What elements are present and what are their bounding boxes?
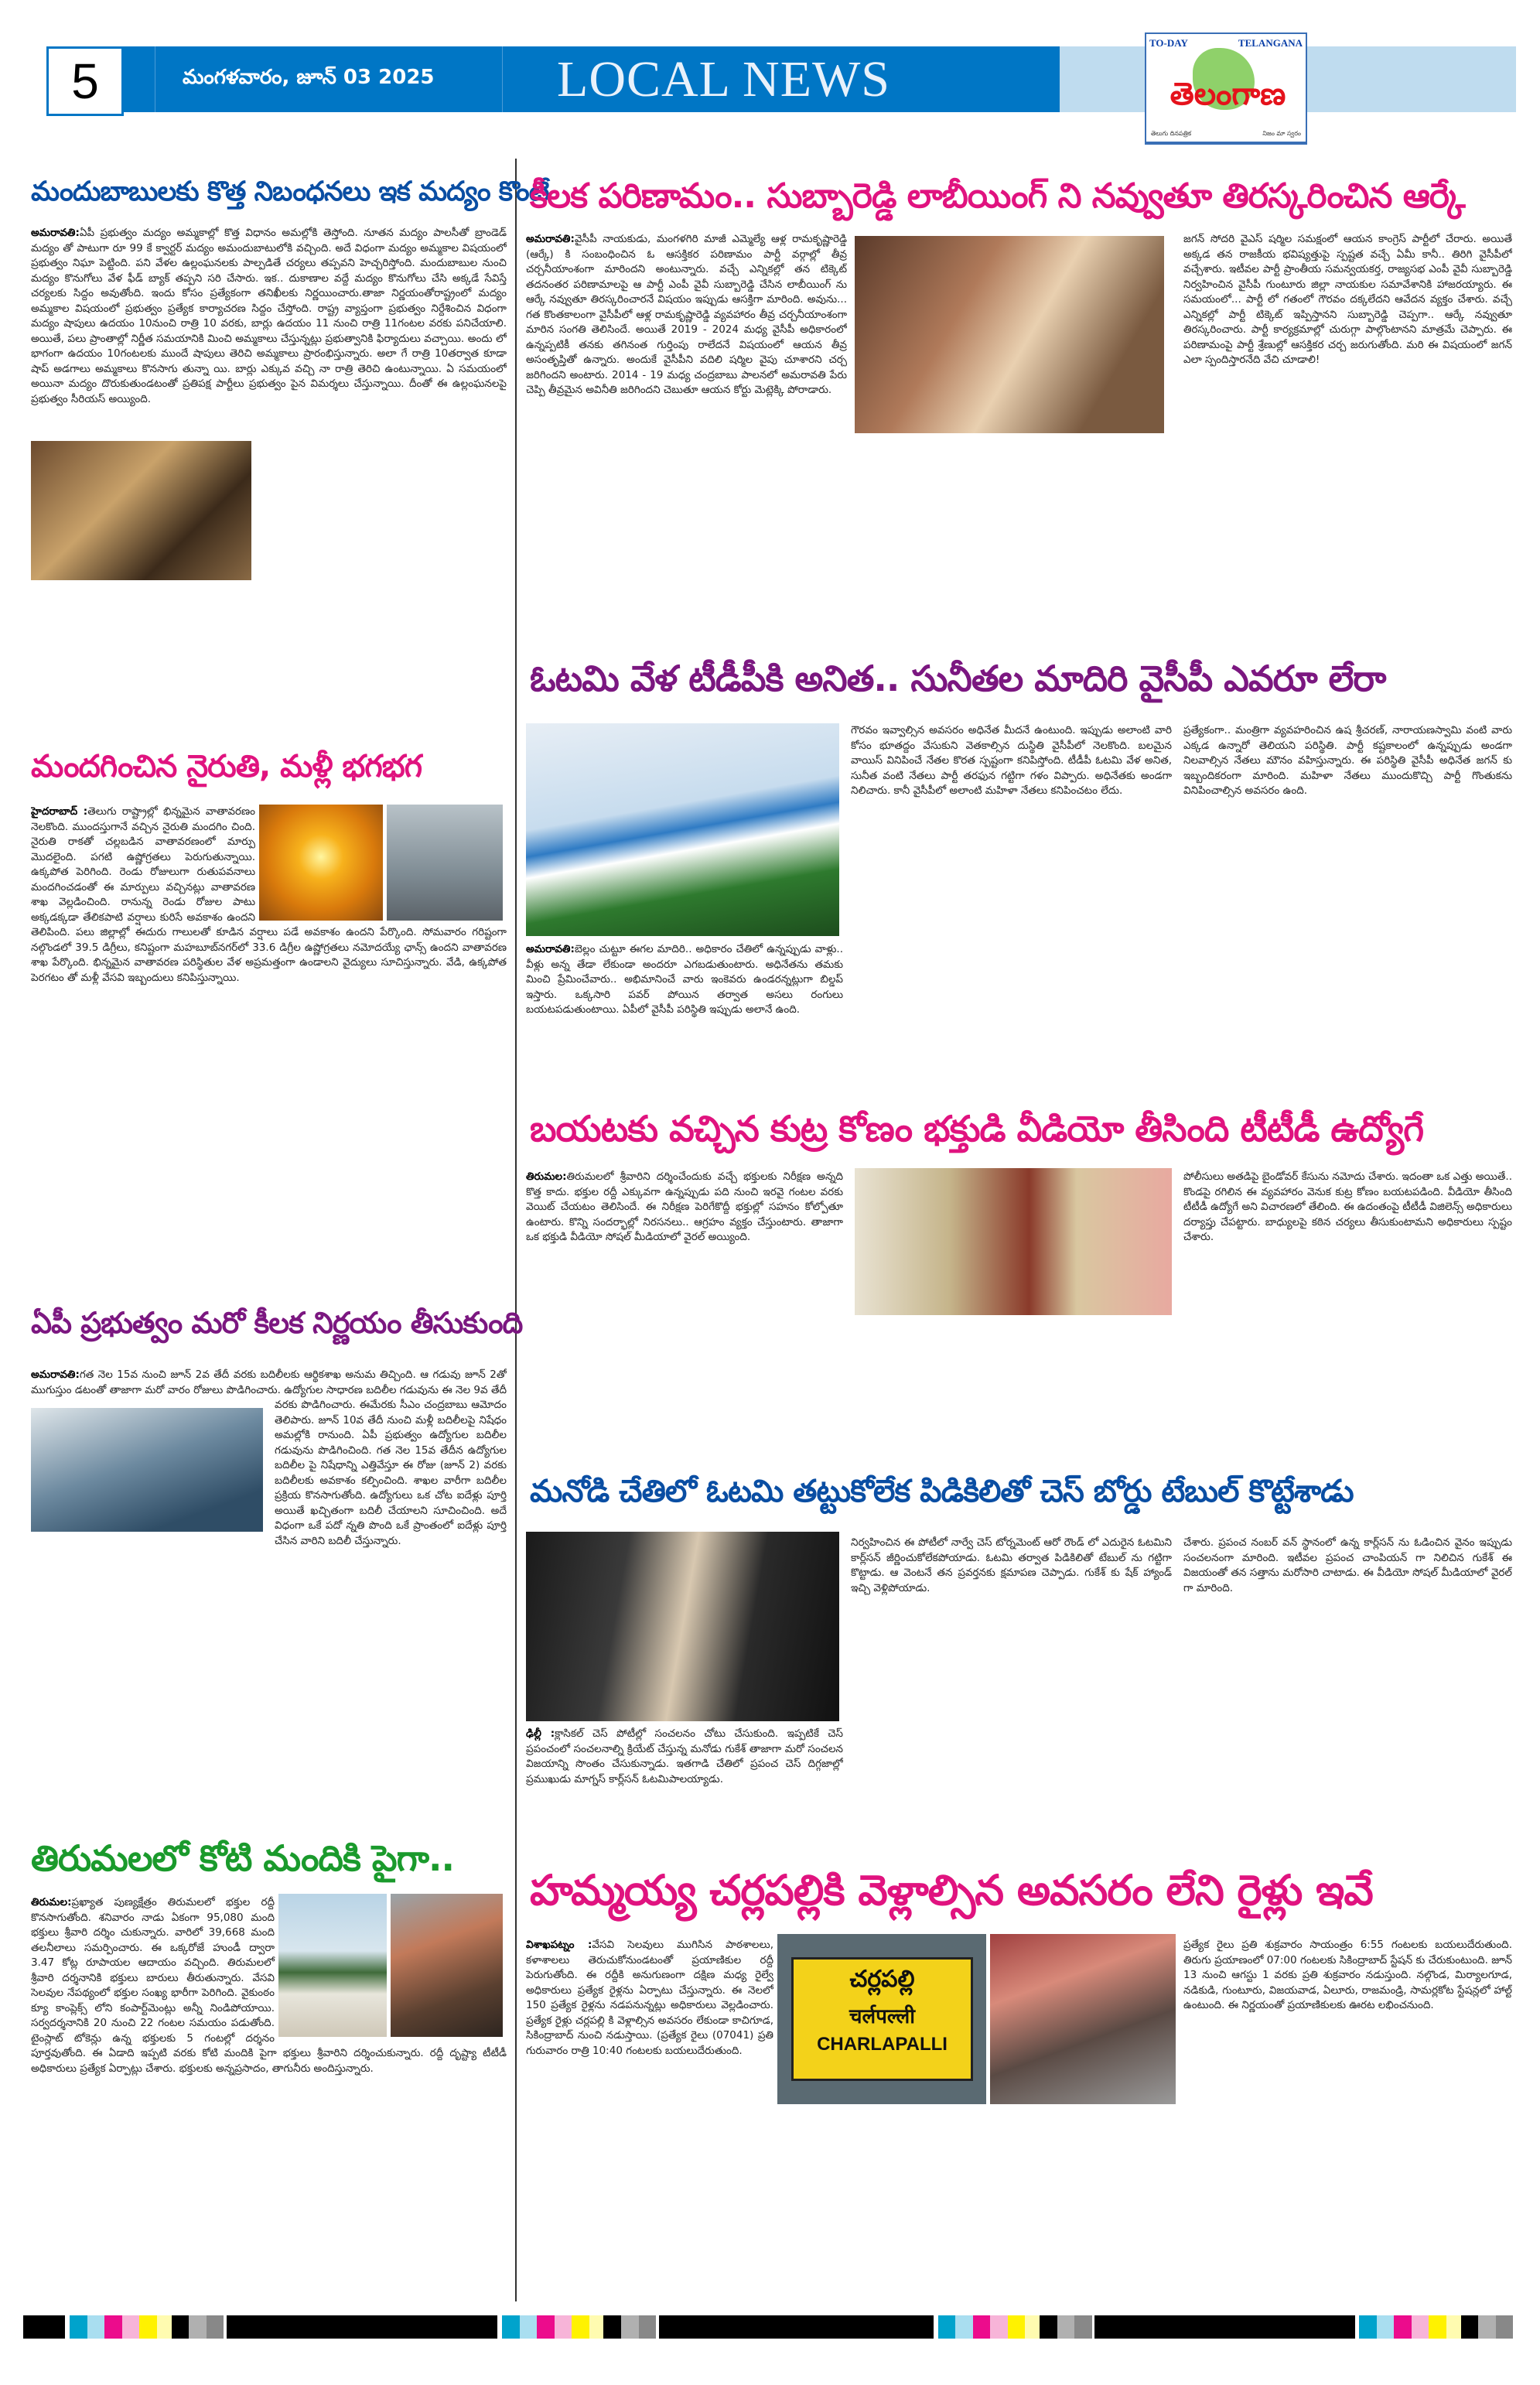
color-swatch bbox=[1008, 2315, 1026, 2339]
column-divider bbox=[515, 159, 517, 2301]
color-swatch bbox=[973, 2315, 991, 2339]
article-text: వైసీపీ నాయకుడు, మంగళగిరి మాజీ ఎమ్మెల్యే ఆళ్ల రామకృష్ణారెడ్డి (ఆర్కే) కి సంబంధించిన ఓ ఆసక్తికర పరిణామం పార్టీ వర్గాల్లో తీవ్ర చర్చనీయాంశంగా మారిందని అంటున్నారు. వచ్చే ఎన్నికల్లో తన టిక్కెట్ తదనంతర పరిణామాలపై ఆ పార్టీ ఎంపీ వైవీ సుబ్బారెడ్డి చేసిన లాబీయింగ్ ను ఆర్కే నవ్వుతూ తిరస్కరించారనే విషయం ఇప్పుడు ఆసక్తిగా మారింది. అవును... గత కొంతకాలంగా వైసీపీలో ఆళ్ల రామకృష్ణారెడ్డి వ్యవహారం తీవ్ర చర్చనీయాంశంగా మారిన సంగతి తెలిసిందే. అయితే 2019 - 2024 మధ్య వైసీపీ అధికారంలో ఉన్నప్పటికీ తనకు తగినంత గుర్తింపు రాలేదనే విషయంలో ఆయన తీవ్ర అసంతృప్తితో ఉన్నారు. అందుకే వైసీపీని వదిలి షర్మిల వైపు చూశారని చర్చ జరిగిందని అంటారు. 2014 - 19 మధ్య చంద్రబాబు పాలనలో అమరావతి పేరు చెప్పి తీవ్రమైన అవినీతి జరిగిందని చెబుతూ ఆయన కోర్టు మెట్లెక్కి పోరాడారు. bbox=[526, 233, 847, 396]
headline-charlapalli: హమ్మయ్య చర్లపల్లికి వెళ్లాల్సిన అవసరం లేని రైళ్లు ఇవే bbox=[530, 1866, 1373, 1915]
sign-english: CHARLAPALLI bbox=[817, 2034, 948, 2055]
color-swatch bbox=[189, 2315, 207, 2339]
color-swatch bbox=[172, 2315, 190, 2339]
logo-tagline-left: తెలుగు దినపత్రిక bbox=[1151, 130, 1192, 137]
article-body-liquor bbox=[31, 226, 507, 744]
chess-match-photo bbox=[526, 1532, 839, 1721]
article-text: బెల్లం చుట్టూ ఈగల మాదిరి.. అధికారం చేతిలో ఉన్నప్పుడు వాళ్లు.. వీళ్లు అన్న తేడా లేకుండా అందరూ ఎగబడుతుంటారు. అధినేతను తమకు మించి ప్రేమించేవారు.. అభిమానించే వారు ఇంకెవరు ఉండరన్నట్లుగా బిల్డప్ ఇస్తారు. ఒక్కసారి పవర్ పోయిన తర్వాత అసలు రంగులు బయటపడుతుంటాయి. ఏపీలో వైసీపీ పరిస్థితి ఇప్పుడు అలానే ఉంది. bbox=[526, 943, 843, 1016]
article-body-ttd-col1 bbox=[526, 1170, 843, 1452]
dateline: ఢిల్లీ : bbox=[526, 1727, 555, 1740]
color-swatch bbox=[520, 2315, 538, 2339]
color-swatch bbox=[157, 2315, 172, 2339]
article-text: గత నెల 15వ నుంచి జూన్ 2వ తేదీ వరకు బదిలీలకు ఆర్థికశాఖ అనుమ తిచ్చింది. ఆ గడువు జూన్ 2తో ముగుస్తుం డటంతో తాజాగా మరో వారం రోజులు పొడిగించారు. ఉద్యోగుల సాధారణ బదిలీల గడువును ఈ నెల 9వ తేదీ వరకు పొడిగించారు. ఈమేరకు సీఎం చంద్రబాబు ఆమోదం తెలిపారు. జూన్ 10వ తేదీ నుంచి మళ్లీ బదిలీలపై నిషేధం అమల్లోకి రానుంది. ఏపీ ప్రభుత్వం ఉద్యోగుల బదిలీల గడువును పొడిగించింది. గత నెల 15వ తేదీన ఉద్యోగుల బదిలీల పై నిషేధాన్ని ఎత్తివేస్తూ ఈ రోజు (జూన్ 2) వరకు బదిలీలకు అవకాశం కల్పించింది. శాఖల వారీగా బదిలీల ప్రక్రియ కొనసాగుతోంది. ఉద్యోగులు ఒక చోట ఐదేళ్లు పూర్తి అయితే ఖచ్చితంగా బదిలీ చేయాలని సూచించింది. అదే విధంగా ఒకే పదో న్నతి పొంది ఒకే ప్రాంతంలో ఐదేళ్లు పూర్తి చేసిన వారిని బదిలీ చేస్తున్నారు. bbox=[31, 1368, 507, 1547]
headline-rk-lobbying: కీలక పరిణామం.. సుబ్బారెడ్డి లాబీయింగ్ ని నవ్వుతూ తిరస్కరించిన ఆర్కే bbox=[530, 176, 1465, 216]
color-swatch bbox=[1461, 2315, 1479, 2339]
temple-devotee-photo bbox=[855, 1168, 1172, 1315]
train-station-crowd-photo bbox=[990, 1934, 1176, 2104]
dateline: అమరావతి: bbox=[526, 233, 575, 245]
article-text: క్లాసికల్ చెస్ పోటీల్లో సంచలనం చోటు చేసుకుంది. ఇప్పటికే చెస్ ప్రపంచంలో సంచలనాల్ని క్రియేట్ చేస్తున్న మనోడు గుకేశ్ తాజాగా మరో సంచలన విజయాన్ని సొంతం చేసుకున్నాడు. ఇతగాడి చేతిలో ప్రపంచ చెస్ దిగ్గజాల్లో ప్రముఖుడు మాగ్నస్ కార్ల్‌సన్ ఓటమిపాలయ్యాడు. bbox=[526, 1727, 843, 1785]
article-body-anitha-col2 bbox=[851, 723, 1172, 1083]
article-text: నిర్వహించిన ఈ పోటీలో నార్వే చెస్ టోర్నమెంట్ ఆరో రౌండ్ లో ఎదురైన ఓటమిని కార్ల్‌సన్ జీర్ణించుకోలేకపోయాడు. ఓటమి తర్వాత పిడికిలితో టేబుల్ ను గట్టిగా కొట్టాడు. ఆ వెంటనే తన ప్రవర్తనకు క్షమాపణ చెప్పాడు. గుకేశ్ కు షేక్ హ్యాండ్ ఇచ్చి వెళ్లిపోయాడు. bbox=[851, 1536, 1172, 1594]
headline-anitha: ఓటమి వేళ టీడీపీకి అనిత.. సునీతల మాదిరి వైసీపీ ఎవరూ లేరా bbox=[530, 658, 1386, 699]
section-title: LOCAL NEWS bbox=[557, 50, 891, 108]
newspaper-logo bbox=[1145, 32, 1307, 145]
ysrcp-flag-photo bbox=[526, 723, 839, 936]
article-body-anitha-col1 bbox=[526, 942, 843, 1085]
article-text: గౌరవం ఇవ్వాల్సిన అవసరం అధినేత మీదనే ఉంటుంది. ఇప్పుడు అలాంటి వారి కోసం భూతద్దం వేసుకుని వెతకాల్సిన దుస్థితి వైసీపీలో నెలకొంది. బలమైన వాయిస్ వినిపించే నేతల కొరత స్పష్టంగా కనిపిస్తోంది. టీడీపీ ఓటమి వేళ అనిత, సునీత వంటి నేతలు పార్టీ తరఫున గట్టిగా గళం విప్పారు. అధినేతకు అండగా నిలిచారు. కానీ వైసీపీలో అలాంటి మహిళా నేతలు కనిపించటం లేదు. bbox=[851, 724, 1172, 797]
color-swatch bbox=[1377, 2315, 1395, 2339]
headline-tirumala-crowd: తిరుమలలో కోటి మందికి పైగా.. bbox=[31, 1837, 454, 1879]
article-text: ప్రఖ్యాత పుణ్యక్షేత్రం తిరుమలలో భక్తుల రద్దీ కొనసాగుతోంది. శనివారం నాడు ఏకంగా 95,080 మంది భక్తులు శ్రీవారి దర్శిం చుకున్నారు. వారిలో 39,668 మంది తలనీలాలు సమర్పించారు. ఈ ఒక్కరోజే హుండీ ద్వారా 3.47 కోట్ల రూపాయల ఆదాయం వచ్చింది. తిరుమలలో శ్రీవారి దర్శనానికి భక్తులు బారులు తీరుతున్నారు. వేసవి సెలవుల నేపథ్యంలో భక్తుల సంఖ్య భారీగా పెరిగింది. వైకుంఠం క్యూ కాంప్లెక్స్ లోని కంపార్ట్‌మెంట్లు అన్నీ నిండిపోయాయి. సర్వదర్శనానికి 20 నుంచి 22 గంటల సమయం పడుతోంది. టైంస్లాట్ టోకెన్లు ఉన్న భక్తులకు 5 గంటల్లో దర్శనం పూర్తవుతోంది. ఈ ఏడాది ఇప్పటి వరకు కోటి మందికి పైగా భక్తులు శ్రీవారిని దర్శించుకున్నారు. రద్దీ దృష్ట్యా టీటీడీ అధికారులు ప్రత్యేక ఏర్పాట్లు చేశారు. భక్తులకు అన్నప్రసాదం, తాగునీరు అందిస్తున్నారు. bbox=[31, 1896, 507, 2075]
article-text: జగన్ సోదరి వైఎస్ షర్మిల సమక్షంలో ఆయన కాంగ్రెస్ పార్టీలో చేరారు. అయితే అక్కడ తన రాజకీయ భవిష్యత్తుపై స్పష్టత వచ్చే ఏమీ కానీ.. తిరిగి వైసీపీలో వచ్చేశారు. ఇటీవల పార్టీ ప్రాంతీయ సమన్వయకర్త, రాజ్యసభ ఎంపీ వైవీ సుబ్బారెడ్డి నిర్వహించిన వైసీపీ గుంటూరు జిల్లా నాయకుల సమావేశానికి హాజరయ్యారు. ఈ సమయంలో... పార్టీ లో గతంలో గౌరవం దక్కలేదని ఆవేదన వ్యక్తం చేశారు. వచ్చే ఎన్నికల్లో పార్టీ టిక్కెట్ ఇప్పిస్తానని సుబ్బారెడ్డి చెప్పగా.. ఆర్కే నవ్వుతూ తిరస్కరించారు. పార్టీ కార్యక్రమాల్లో చురుగ్గా పాల్గొంటానని మాత్రమే చెప్పారు. ఈ పరిణామంపై పార్టీ శ్రేణుల్లో ఆసక్తికర చర్చ జరుగుతోంది. మరి ఈ విషయంలో జగన్ ఎలా స్పందిస్తారనేది వేచి చూడాలి! bbox=[1183, 233, 1512, 366]
page-number: 5 bbox=[46, 46, 124, 116]
color-swatch bbox=[1496, 2315, 1514, 2339]
dateline: హైదరాబాద్ : bbox=[31, 805, 88, 818]
article-body-ap-transfers bbox=[31, 1368, 507, 1805]
article-body-rk-col1 bbox=[526, 232, 847, 634]
dateline: తిరుమల: bbox=[526, 1170, 567, 1183]
color-swatch bbox=[70, 2315, 87, 2339]
color-swatch bbox=[603, 2315, 621, 2339]
color-swatch bbox=[1429, 2315, 1446, 2339]
article-body-gukesh-col2 bbox=[851, 1536, 1172, 1845]
headline-gukesh: మనోడి చేతిలో ఓటమి తట్టుకోలేక పిడికిలితో చెస్ బోర్డు టేబుల్ కొట్టేశాడు bbox=[530, 1474, 1354, 1509]
article-text: వేసవి సెలవులు ముగిసిన పాఠశాలలు, కళాశాలలు తెరుచుకోనుండటంతో ప్రయాణికుల రద్దీ పెరుగుతోంది. ఈ రద్దీకి అనుగుణంగా దక్షిణ మధ్య రైల్వే అధికారులు ప్రత్యేక రైళ్లను ఏర్పాటు చేస్తున్నారు. ఈ నెలలో 150 ప్రత్యేక రైళ్లను నడపనున్నట్లు అధికారులు వెల్లడించారు. ప్రత్యేక రైళ్లు చర్లపల్లి కి వెళ్లాల్సిన అవసరం లేకుండా కాచిగూడ, సికింద్రాబాద్ నుంచి నడుస్తాయి. (ప్రత్యేక రైలు (07041) ప్రతి గురువారం రాత్రి 10:40 గంటలకు బయలుదేరుతుంది. bbox=[526, 1939, 773, 2057]
color-swatch bbox=[1057, 2315, 1075, 2339]
article-body-charlapalli-col2 bbox=[777, 2110, 1176, 2300]
dateline: విశాఖపట్నం : bbox=[526, 1939, 592, 1951]
color-swatch bbox=[1359, 2315, 1377, 2339]
color-swatch bbox=[502, 2315, 520, 2339]
article-text: ప్రత్యేక రైలు ప్రతి శుక్రవారం సాయంత్రం 6:55 గంటలకు బయలుదేరుతుంది. తిరుగు ప్రయాణంలో 07:00 గంటలకు సికింద్రాబాద్ స్టేషన్ కు చేరుకుంటుంది. జూన్ 13 నుంచి ఆగస్టు 1 వరకు ప్రతి శుక్రవారం నడుస్తుంది. నల్గొండ, మిర్యాలగూడ, నడికుడి, గుంటూరు, విజయవాడ, ఏలూరు, రాజమండ్రి, సామర్లకోట స్టేషన్లలో హాల్ట్ ఉంటుంది. ఈ నిర్ణయంతో ప్రయాణికులకు ఊరట లభించనుంది. bbox=[1183, 1939, 1512, 2011]
sign-telugu: చర్లపల్లి bbox=[849, 1966, 915, 1993]
color-swatch bbox=[955, 2315, 973, 2339]
color-swatch bbox=[659, 2315, 892, 2339]
color-swatch bbox=[621, 2315, 639, 2339]
color-swatch bbox=[1074, 2315, 1092, 2339]
color-swatch bbox=[1040, 2315, 1057, 2339]
logo-telangana: TELANGANA bbox=[1238, 37, 1303, 49]
color-swatch bbox=[1025, 2315, 1040, 2339]
article-text: ప్రత్యేకంగా.. మంత్రిగా వ్యవహరించిన ఉష శ్రీచరణ్, నారాయణస్వామి వంటి వారు ఎక్కడ ఉన్నారో తెలియని పరిస్థితి. పార్టీ కష్టకాలంలో ఉన్నప్పుడు అండగా నిలవాల్సిన నేతలు మౌనం వహిస్తున్నారు. ఈ పరిస్థితి వైసీపీ అధినేత జగన్ కు ఇబ్బందికరంగా మారింది. మహిళా నేతలు ముందుకొచ్చి పార్టీ గొంతుకను వినిపించాల్సిన అవసరం ఉంది. bbox=[1183, 724, 1512, 797]
article-body-anitha-col3 bbox=[1183, 723, 1512, 1083]
color-swatch bbox=[1513, 2315, 1516, 2339]
charlapalli-sign-photo bbox=[777, 1934, 986, 2104]
color-swatch bbox=[891, 2315, 933, 2339]
color-swatch bbox=[1412, 2315, 1429, 2339]
color-swatch bbox=[572, 2315, 589, 2339]
issue-date: మంగళవారం, జూన్ 03 2025 bbox=[155, 46, 503, 112]
article-body-charlapalli-col1 bbox=[526, 1938, 773, 2301]
dateline: అమరావతి: bbox=[526, 943, 575, 955]
headline-ap-transfers: ఏపీ ప్రభుత్వం మరో కీలక నిర్ణయం తీసుకుంది bbox=[31, 1306, 523, 1340]
color-swatch bbox=[990, 2315, 1008, 2339]
color-swatch bbox=[1446, 2315, 1461, 2339]
color-swatch bbox=[23, 2315, 65, 2339]
color-swatch bbox=[227, 2315, 456, 2339]
sign-hindi: चर्लपल्ली bbox=[849, 2005, 915, 2028]
article-body-rk-col3 bbox=[1183, 232, 1512, 634]
logo-today: TO-DAY bbox=[1149, 37, 1188, 49]
headline-liquor: మందుబాబులకు కొత్త నిబంధనలు ఇక మద్యం కొంటే bbox=[31, 176, 549, 207]
article-body-monsoon bbox=[31, 805, 507, 1288]
article-body-gukesh-col3 bbox=[1183, 1536, 1512, 1845]
article-body-tirumala-crowd bbox=[31, 1895, 507, 2298]
logo-tagline-right: నిజం మా స్వరం bbox=[1262, 130, 1301, 137]
color-swatch bbox=[122, 2315, 140, 2339]
color-swatch bbox=[589, 2315, 604, 2339]
color-swatch bbox=[104, 2315, 122, 2339]
color-swatch bbox=[87, 2315, 105, 2339]
article-text: తిరుమలలో శ్రీవారిని దర్శించేందుకు వచ్చే భక్తులకు నిరీక్షణ అన్నది కొత్త కాదు. భక్తుల రద్దీ ఎక్కువగా ఉన్నప్పుడు పది నుంచి ఇరవై గంటల వరకు వెయిట్ చేయటం తెలిసిందే. ఈ నిరీక్షణ పెరిగేకొద్దీ భక్తుల్లో సహనం కోల్పోతూ ఉంటారు. కొన్ని సందర్భాల్లో నిరసనలు.. ఆగ్రహం వ్యక్తం చేస్తుంటారు. తాజాగా ఒక భక్తుడి వీడియో సోషల్ మీడియాలో వైరల్ అయ్యింది. bbox=[526, 1170, 843, 1243]
color-swatch bbox=[1394, 2315, 1412, 2339]
rk-portrait-photo bbox=[855, 236, 1164, 433]
color-swatch bbox=[207, 2315, 224, 2339]
headline-ttd-video: బయటకు వచ్చిన కుట్ర కోణం భక్తుడి వీడియో తీసింది టీటీడీ ఉద్యోగే bbox=[530, 1108, 1424, 1150]
logo-name: తెలంగాణ bbox=[1170, 77, 1286, 112]
dateline: అమరావతి: bbox=[31, 227, 80, 239]
color-swatch bbox=[1313, 2315, 1354, 2339]
print-color-bar bbox=[23, 2315, 1516, 2339]
color-swatch bbox=[537, 2315, 555, 2339]
article-text: పోలీసులు అతడిపై బైండోవర్ కేసును నమోదు చేశారు. ఇదంతా ఒక ఎత్తు అయితే.. కొండపై రగిలిన ఈ వ్యవహారం వెనుక కుట్ర కోణం బయటపడింది. వీడియో తీసింది టీటీడీ ఉద్యోగే అని విచారణలో తేలింది. ఈ ఉదంతంపై టీటీడీ విజిలెన్స్ అధికారులు దర్యాప్తు చేపట్టారు. బాధ్యులపై కఠిన చర్యలు తీసుకుంటామని అధికారులు స్పష్టం చేశారు. bbox=[1183, 1170, 1512, 1243]
color-swatch bbox=[139, 2315, 157, 2339]
headline-monsoon: మందగించిన నైరుతి, మళ్లీ భగభగ bbox=[31, 749, 422, 784]
article-text: తెలుగు రాష్ట్రాల్లో భిన్నమైన వాతావరణం నెలకొంది. ముందస్తుగానే వచ్చిన నైరుతి మందగిం చింది. నైరుతి రాకతో చల్లబడిన వాతావరణంలో మార్పు మొదలైంది. పగటి ఉష్ణోగ్రతలు పెరుగుతున్నాయి. ఉక్కపోత పెరిగింది. రెండు రోజులుగా రుతుపవనాలు మందగించడంతో ఈ మార్పులు వచ్చినట్లు వాతావరణ శాఖ వెల్లడించింది. రానున్న రెండు రోజుల పాటు అక్కడక్కడా తేలికపాటి వర్షాలు కురిసే అవకాశం ఉందని తెలిపింది. పలు జిల్లాల్లో ఈదురు గాలులతో కూడిన వర్షాలు పడే అవకాశం ఉందని పేర్కొంది. సోమవారం గరిష్టంగా నల్గొండలో 39.5 డిగ్రీలు, కనిష్టంగా మహబూబ్‌నగర్‌లో 33.6 డిగ్రీల ఉష్ణోగ్రతలు నమోదయ్యే ఛాన్స్ ఉందని వాతావరణ శాఖ పేర్కొంది. భిన్నమైన వాతావరణ పరిస్థితుల వేళ అప్రమత్తంగా ఉండాలని వైద్యులు సూచిస్తున్నారు. వేడి, ఉక్కపోత పెరగటం తో మళ్లీ వేసవి ఇబ్బందులు కనిపిస్తున్నాయి. bbox=[31, 805, 507, 984]
article-text: ఏపీ ప్రభుత్వం మద్యం అమ్మకాల్లో కొత్త విధానం అమల్లోకి తెస్తోంది. నూతన మద్యం పాలసీతో బ్రాండెడ్ మద్యం తో పాటుగా రూ 99 కే క్వార్టర్ మద్యం అమందుబాటులోకి వచ్చింది. అదే విధంగా మద్యం అమ్మకాల విషయంలో ప్రభుత్వం నిఘా పెట్టింది. పని వేళల ఉల్లంఘనలకు పాల్పడితే చర్యలు తప్పవని హెచ్చరిస్తోంది. మందుబాబుల నుంచి మద్యం కొనుగోలు వేళ ఫీడ్ బ్యాక్ తప్పని సరి చేసారు. ఇక.. దుకాణాల వద్దే మద్యం కొనుగోలు చేసి అక్కడే సేవిస్తే చర్యలకు సిద్దం అవుతోంది. ఇందు కోసం ప్రత్యేకంగా తనిఖీలకు నిర్ణయించారు.తాజా నిర్ణయంతోరాష్ట్రంలో మద్యం అమ్మకాల విషయంలో ప్రభుత్వం ప్రత్యేక కార్యాచరణ సిద్దం చేస్తోంది. రాష్ట్ర వ్యాప్తంగా ప్రభుత్వం నిర్దేశించిన విధంగా మద్యం షాపులు ఉదయం 10నుంచి రాత్రి 10 వరకు, బార్లు ఉదయం 11 నుంచి రాత్రి 11గంటల వరకు పనిచేయాలి. అయితే, పలు ప్రాంతాల్లో నిర్ణీత సమయానికి మించి అమ్మకాలు చేస్తున్నట్లు ప్రభుత్వానికి ఫిర్యాదులు వచ్చాయి. అందు లో భాగంగా ఉదయం 10గంటలకు ముందే షాపులు తెరిచి అమ్మకాలు ప్రారంభిస్తున్నారు. అలా గే రాత్రి 10తర్వాత కూడా షాప్ అడగాలు అమ్మకాలు కొనసాగు తున్నా యి. బార్లు ఎక్కువ వచ్చి నా రాత్రి తెరిచి ఉంటున్నాయి. ఏ సమయంలో అయినా మద్యం దొరుకుతుండటంతో ప్రతిపక్ష పార్టీలు ప్రభుత్వం పైన విమర్శలు చేస్తున్నాయి. దీంతో ఈ ఉల్లంఘనలపై ప్రభుత్వం సీరియస్ అయ్యింది. bbox=[31, 227, 507, 405]
dateline: అమరావతి: bbox=[31, 1368, 80, 1381]
color-swatch bbox=[555, 2315, 572, 2339]
article-body-charlapalli-col3 bbox=[1183, 1938, 1512, 2301]
color-swatch bbox=[1478, 2315, 1496, 2339]
color-swatch bbox=[456, 2315, 497, 2339]
color-swatch bbox=[1094, 2315, 1313, 2339]
dateline: తిరుమల: bbox=[31, 1896, 72, 1908]
article-text: చేశారు. ప్రపంచ నంబర్ వన్ స్థానంలో ఉన్న కార్ల్‌సన్ ను ఓడించిన వైనం ఇప్పుడు సంచలనంగా మారింది. ఇటీవల ప్రపంచ చాంపియన్ గా నిలిచిన గుకేశ్ ఈ విజయంతో తన సత్తాను మరోసారి చాటాడు. ఈ వీడియో సోషల్ మీడియాలో వైరల్ గా మారింది. bbox=[1183, 1536, 1512, 1594]
color-swatch bbox=[938, 2315, 956, 2339]
article-body-gukesh-col1 bbox=[526, 1727, 843, 1850]
color-swatch bbox=[639, 2315, 657, 2339]
article-body-ttd-col3 bbox=[1183, 1170, 1512, 1452]
